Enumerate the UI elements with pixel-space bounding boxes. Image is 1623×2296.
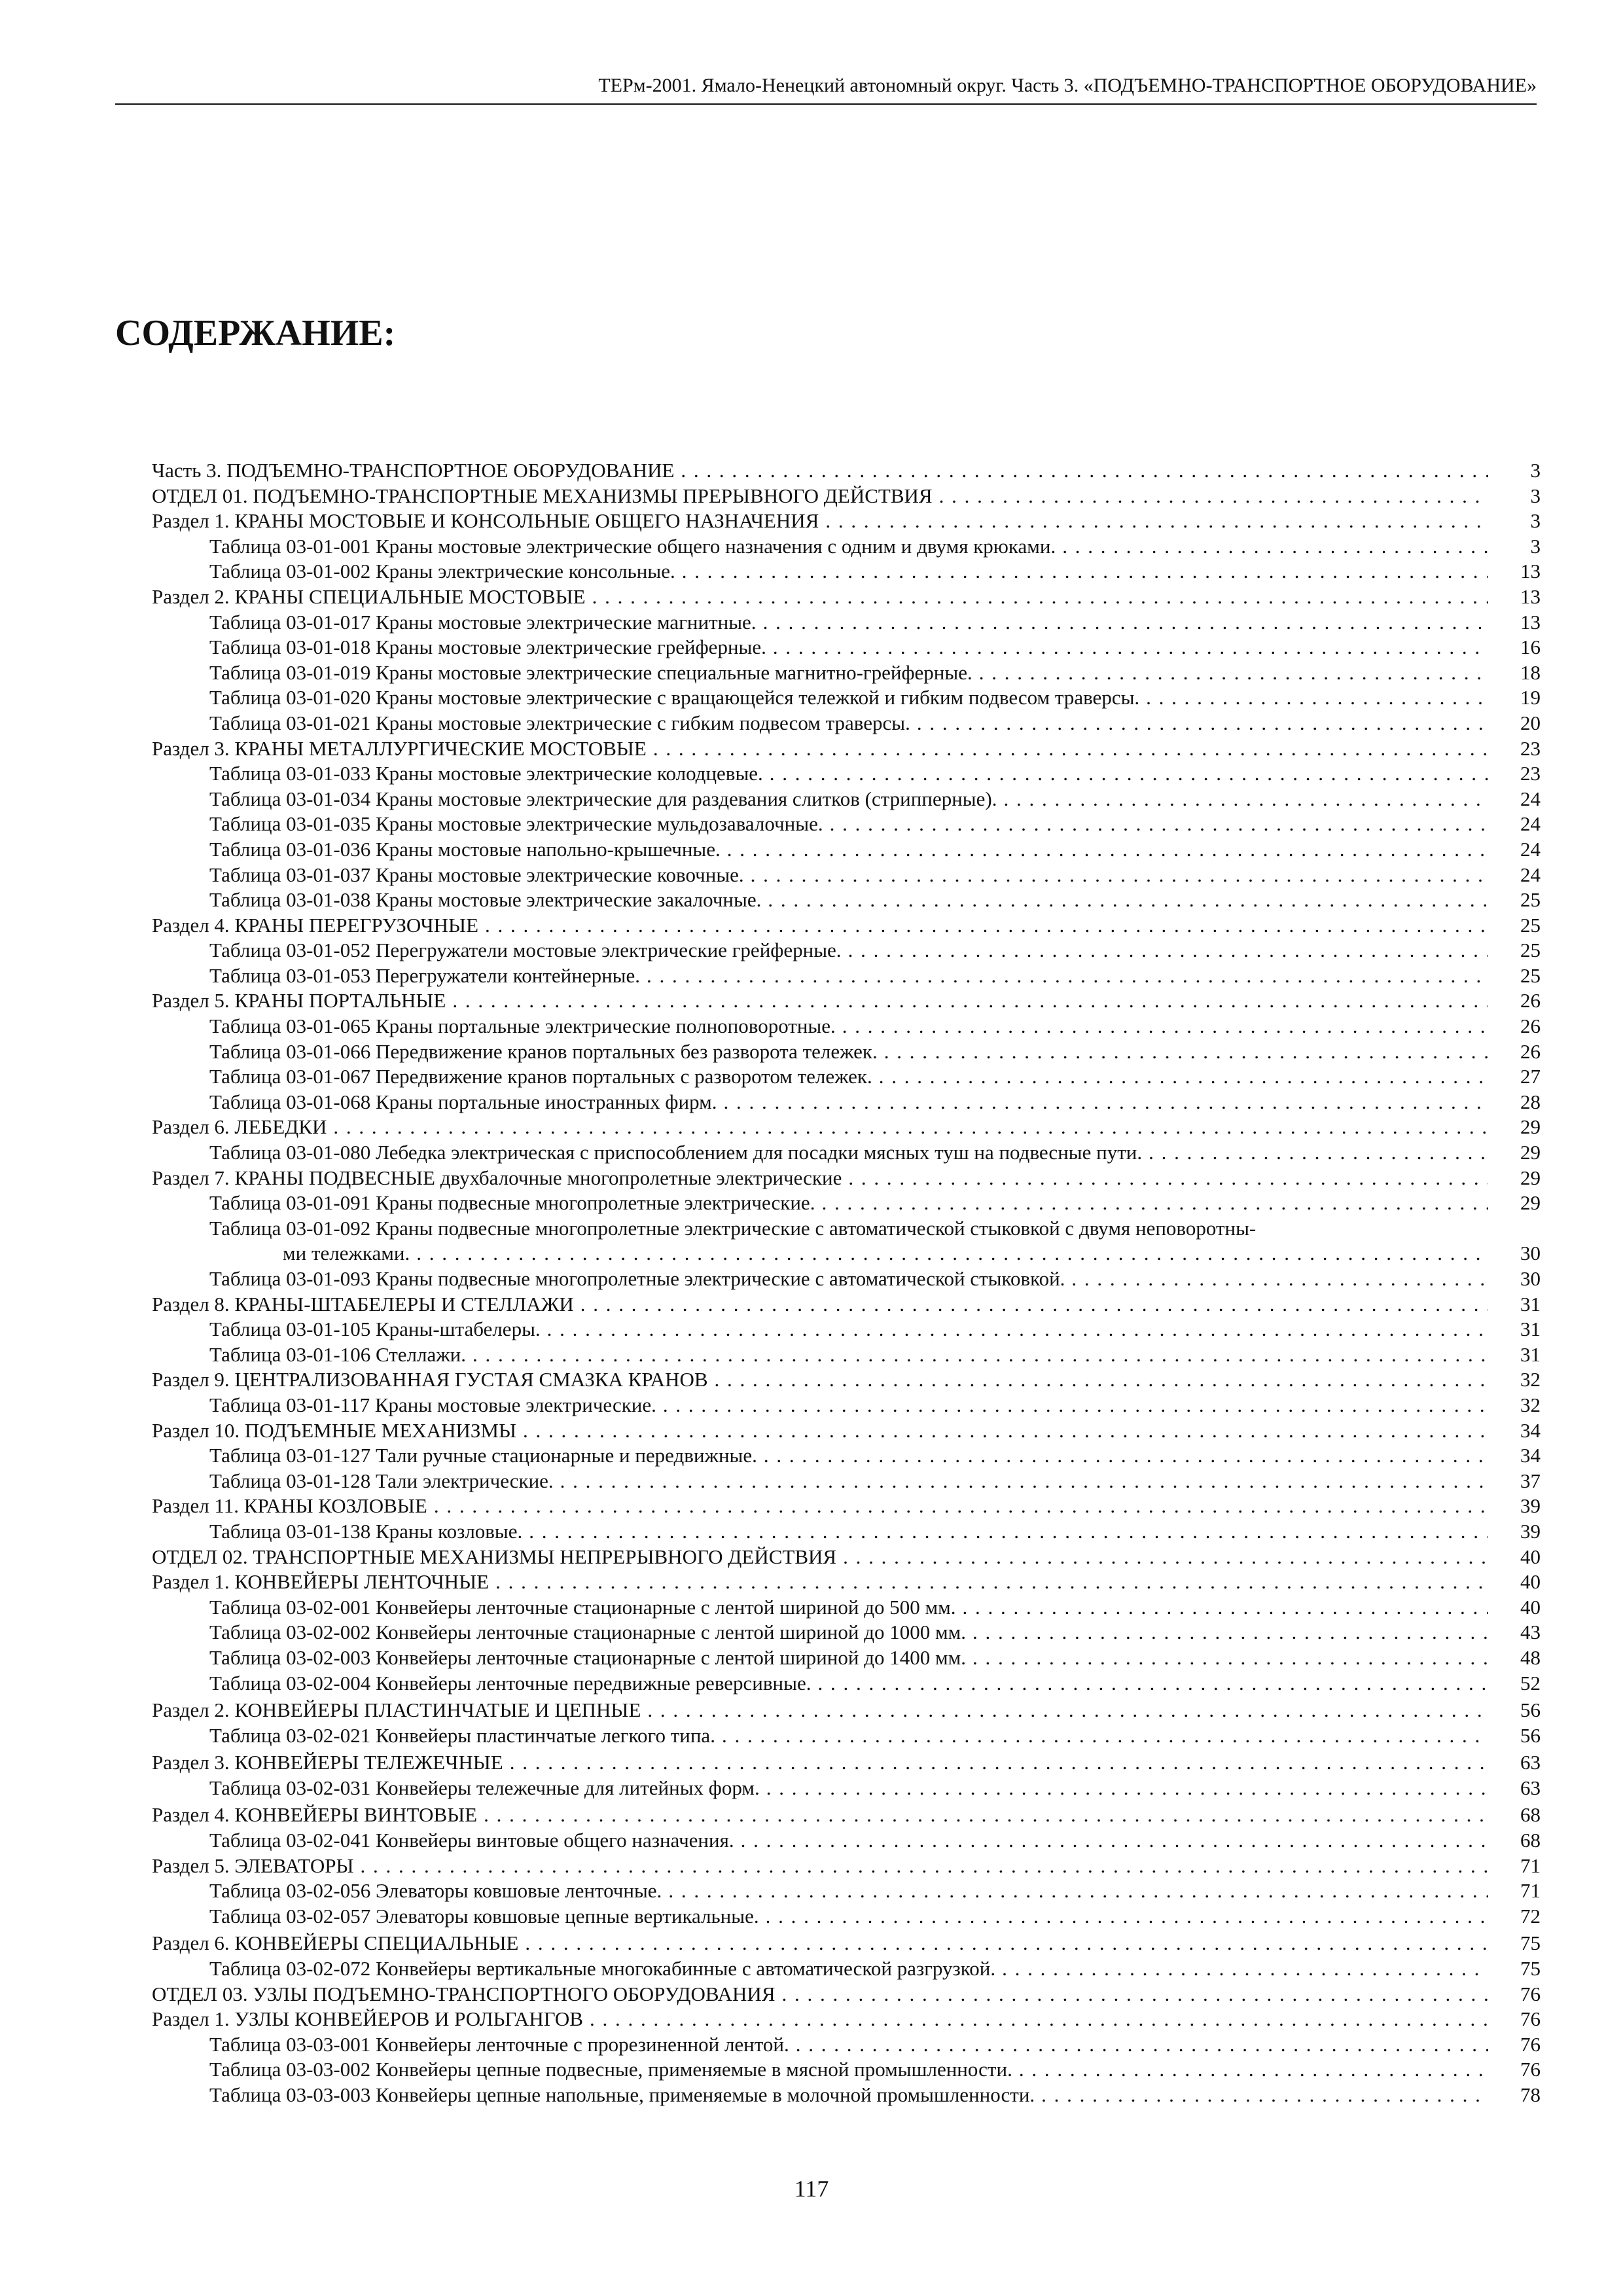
toc-entry-page: 19 bbox=[1520, 686, 1541, 709]
toc-leader-dots bbox=[663, 1393, 1488, 1418]
toc-leader-dots bbox=[495, 1570, 1488, 1595]
toc-entry-label: Таблица 03-02-001 Конвейеры ленточные стационарные с лентой шириной до 500 мм. bbox=[209, 1595, 962, 1621]
toc-entry-page: 39 bbox=[1520, 1494, 1541, 1518]
toc-entry-table[interactable] bbox=[152, 534, 1541, 560]
toc-entry-section[interactable] bbox=[152, 988, 1541, 1014]
toc-entry-table[interactable] bbox=[152, 888, 1541, 913]
toc-entry-label: Таблица 03-01-065 Краны портальные электрические полноповоротные. bbox=[209, 1014, 842, 1039]
toc-leader-dots bbox=[768, 888, 1488, 913]
toc-leader-dots bbox=[879, 1064, 1488, 1090]
toc-entry-table[interactable] bbox=[152, 559, 1541, 584]
toc-entry-label: Таблица 03-01-053 Перегружатели контейнерные. bbox=[209, 963, 647, 989]
toc-leader-dots bbox=[763, 610, 1488, 636]
toc-entry-page: 40 bbox=[1520, 1570, 1541, 1594]
toc-entry-label: Таблица 03-01-080 Лебедка электрическая с приспособлением для посадки мясных туш на подвесные пути. bbox=[209, 1140, 1149, 1166]
toc-leader-dots bbox=[1019, 2057, 1488, 2083]
toc-entry-table[interactable] bbox=[152, 1140, 1541, 1166]
toc-entry-label: Раздел 4. КОНВЕЙЕРЫ ВИНТОВЫЕ bbox=[152, 1803, 484, 1828]
toc-entry-label: Таблица 03-01-105 Краны-штабелеры. bbox=[209, 1317, 547, 1342]
toc-entry-table[interactable] bbox=[152, 1519, 1541, 1545]
toc-entry-page: 32 bbox=[1520, 1368, 1541, 1391]
toc-entry-label: Таблица 03-01-066 Передвижение кранов портальных без разворота тележек. bbox=[209, 1039, 884, 1065]
toc-leader-dots bbox=[485, 913, 1488, 939]
toc-leader-dots bbox=[434, 1494, 1488, 1519]
toc-entry-label: ОТДЕЛ 02. ТРАНСПОРТНЫЕ МЕХАНИЗМЫ НЕПРЕРЫВНОГО ДЕЙСТВИЯ bbox=[152, 1545, 843, 1570]
toc-entry-page: 26 bbox=[1520, 1039, 1541, 1063]
toc-entry-table[interactable] bbox=[152, 2057, 1541, 2083]
toc-entry-section[interactable] bbox=[152, 1166, 1541, 1191]
toc-entry-department[interactable] bbox=[152, 1982, 1541, 2007]
toc-entry-page: 13 bbox=[1520, 560, 1541, 583]
toc-entry-section[interactable] bbox=[152, 1494, 1541, 1519]
toc-leader-dots bbox=[547, 1317, 1488, 1342]
toc-entry-department[interactable] bbox=[152, 484, 1541, 509]
toc-leader-dots bbox=[361, 1854, 1489, 1879]
toc-entry-label: Таблица 03-01-036 Краны мостовые напольно-крышечные. bbox=[209, 837, 727, 863]
table-of-contents bbox=[152, 458, 1541, 2108]
toc-leader-dots bbox=[1146, 685, 1488, 711]
toc-entry-page: 48 bbox=[1520, 1645, 1541, 1669]
toc-leader-dots bbox=[843, 1545, 1488, 1570]
toc-entry-label: Таблица 03-03-001 Конвейеры ленточные с прорезиненной лентой. bbox=[209, 2032, 796, 2058]
toc-entry-page: 72 bbox=[1520, 1904, 1541, 1928]
toc-entry-page: 3 bbox=[1530, 459, 1541, 482]
toc-entry-label: Раздел 7. КРАНЫ ПОДВЕСНЫЕ двухбалочные многопролетные электрические bbox=[152, 1166, 848, 1191]
toc-leader-dots bbox=[848, 938, 1488, 963]
toc-entry-table[interactable] bbox=[152, 1956, 1541, 1982]
toc-entry-page: 25 bbox=[1520, 913, 1541, 937]
toc-entry-section[interactable] bbox=[152, 1698, 1541, 1723]
toc-leader-dots bbox=[452, 988, 1488, 1014]
toc-leader-dots bbox=[523, 1418, 1488, 1444]
toc-leader-dots bbox=[1003, 787, 1488, 812]
toc-leader-dots bbox=[647, 1698, 1488, 1723]
toc-entry-table[interactable] bbox=[152, 812, 1541, 837]
toc-entry-page: 24 bbox=[1520, 812, 1541, 836]
toc-entry-label: Таблица 03-02-021 Конвейеры пластинчатые легкого типа. bbox=[209, 1723, 722, 1749]
toc-entry-page: 76 bbox=[1520, 2058, 1541, 2081]
toc-entry-page: 63 bbox=[1520, 1751, 1541, 1774]
toc-entry-table[interactable] bbox=[152, 2032, 1541, 2058]
toc-entry-label: Таблица 03-01-067 Передвижение кранов портальных с разворотом тележек. bbox=[209, 1064, 879, 1090]
toc-entry-label: ОТДЕЛ 01. ПОДЪЕМНО-ТРАНСПОРТНЫЕ МЕХАНИЗМЫ ПРЕРЫВНОГО ДЕЙСТВИЯ bbox=[152, 484, 939, 509]
toc-entry-page: 3 bbox=[1530, 534, 1541, 558]
toc-leader-dots bbox=[727, 837, 1488, 863]
toc-entry-label: Таблица 03-02-057 Элеваторы ковшовые цепные вертикальные. bbox=[209, 1904, 766, 1929]
toc-entry-page: 20 bbox=[1520, 711, 1541, 734]
toc-entry-label: Таблица 03-02-004 Конвейеры ленточные передвижные реверсивные. bbox=[209, 1671, 817, 1696]
toc-leader-dots bbox=[484, 1803, 1488, 1828]
toc-leader-dots bbox=[525, 1931, 1488, 1956]
toc-entry-page: 43 bbox=[1520, 1621, 1541, 1644]
toc-entry-label-continuation: ми тележками. bbox=[283, 1241, 416, 1266]
toc-entry-page: 39 bbox=[1520, 1519, 1541, 1543]
toc-entry-section[interactable] bbox=[152, 2007, 1541, 2032]
toc-entry-label: Таблица 03-01-035 Краны мостовые электрические мульдозавалочные. bbox=[209, 812, 830, 837]
toc-entry-label: Раздел 4. КРАНЫ ПЕРЕГРУЗОЧНЫЕ bbox=[152, 913, 485, 939]
toc-entry-label: Таблица 03-01-017 Краны мостовые электрические магнитные. bbox=[209, 610, 763, 636]
toc-entry-section[interactable] bbox=[152, 584, 1541, 610]
toc-entry-page: 71 bbox=[1520, 1879, 1541, 1903]
toc-entry-page: 34 bbox=[1520, 1418, 1541, 1442]
toc-entry-table[interactable] bbox=[152, 1878, 1541, 1904]
toc-entry-label: Таблица 03-01-037 Краны мостовые электрические ковочные. bbox=[209, 863, 751, 888]
toc-entry-table[interactable] bbox=[152, 2083, 1541, 2108]
toc-entry-page: 75 bbox=[1520, 1957, 1541, 1981]
toc-entry-label: Таблица 03-02-003 Конвейеры ленточные стационарные с лентой шириной до 1400 мм. bbox=[209, 1645, 972, 1671]
toc-entry-page: 29 bbox=[1520, 1166, 1541, 1189]
toc-leader-dots bbox=[333, 1115, 1488, 1140]
toc-entry-page: 3 bbox=[1530, 509, 1541, 533]
toc-entry-table[interactable] bbox=[152, 787, 1541, 812]
toc-entry-page: 71 bbox=[1520, 1854, 1541, 1877]
toc-leader-dots bbox=[529, 1519, 1488, 1545]
toc-entry-table[interactable] bbox=[152, 1090, 1541, 1115]
toc-leader-dots bbox=[1062, 534, 1488, 560]
toc-entry-table[interactable] bbox=[152, 1776, 1541, 1801]
toc-leader-dots bbox=[972, 1645, 1488, 1671]
toc-entry-page: 34 bbox=[1520, 1444, 1541, 1467]
toc-entry-page: 40 bbox=[1520, 1595, 1541, 1619]
toc-leader-dots bbox=[962, 1595, 1488, 1621]
toc-leader-dots bbox=[770, 761, 1488, 787]
toc-leader-dots bbox=[848, 1166, 1488, 1191]
toc-entry-table[interactable] bbox=[152, 761, 1541, 787]
header-rule bbox=[115, 103, 1537, 105]
toc-entry-table[interactable] bbox=[152, 711, 1541, 736]
toc-leader-dots bbox=[741, 1828, 1488, 1854]
toc-entry-table[interactable] bbox=[152, 1723, 1541, 1749]
toc-entry-label: Таблица 03-01-034 Краны мостовые электрические для раздевания слитков (стрипперные). bbox=[209, 787, 1003, 812]
toc-entry-label: Раздел 3. КОНВЕЙЕРЫ ТЕЛЕЖЕЧНЫЕ bbox=[152, 1750, 510, 1776]
toc-entry-label: ОТДЕЛ 03. УЗЛЫ ПОДЪЕМНО-ТРАНСПОРТНОГО ОБОРУДОВАНИЯ bbox=[152, 1982, 782, 2007]
toc-entry-table[interactable] bbox=[152, 1014, 1541, 1039]
toc-leader-dots bbox=[668, 1878, 1488, 1904]
toc-entry-page: 13 bbox=[1520, 584, 1541, 608]
toc-entry-page: 25 bbox=[1520, 963, 1541, 987]
toc-entry-page: 37 bbox=[1520, 1469, 1541, 1492]
toc-entry-label: Таблица 03-01-033 Краны мостовые электрические колодцевые. bbox=[209, 761, 770, 787]
toc-entry-page: 29 bbox=[1520, 1141, 1541, 1164]
toc-entry-table[interactable] bbox=[152, 1469, 1541, 1494]
toc-leader-dots bbox=[766, 1904, 1488, 1929]
toc-entry-label: Таблица 03-01-021 Краны мостовые электрические с гибким подвесом траверсы. bbox=[209, 711, 917, 736]
toc-entry-table[interactable] bbox=[152, 685, 1541, 711]
toc-entry-page: 76 bbox=[1520, 1982, 1541, 2005]
toc-leader-dots bbox=[715, 1367, 1488, 1393]
toc-entry-page: 31 bbox=[1520, 1292, 1541, 1316]
toc-entry-section[interactable] bbox=[152, 509, 1541, 534]
toc-entry-label: Таблица 03-01-020 Краны мостовые электрические с вращающейся тележкой и гибким подвесом траверсы. bbox=[209, 685, 1146, 711]
toc-entry-table[interactable] bbox=[152, 1266, 1541, 1292]
toc-entry-label: Таблица 03-03-002 Конвейеры цепные подвесные, применяемые в мясной промышленности. bbox=[209, 2057, 1019, 2083]
toc-leader-dots bbox=[979, 660, 1488, 686]
toc-entry-section[interactable] bbox=[152, 1292, 1541, 1318]
toc-entry-page: 27 bbox=[1520, 1065, 1541, 1088]
toc-entry-label: Раздел 1. КОНВЕЙЕРЫ ЛЕНТОЧНЫЕ bbox=[152, 1570, 495, 1595]
toc-entry-page: 32 bbox=[1520, 1393, 1541, 1416]
toc-entry-label: Таблица 03-03-003 Конвейеры цепные напольные, применяемые в молочной промышленности. bbox=[209, 2083, 1041, 2108]
toc-entry-label: Таблица 03-01-117 Краны мостовые электрические. bbox=[209, 1393, 663, 1418]
toc-entry-section[interactable] bbox=[152, 1418, 1541, 1444]
toc-entry-page: 3 bbox=[1530, 484, 1541, 507]
toc-leader-dots bbox=[560, 1469, 1488, 1494]
toc-entry-section[interactable] bbox=[152, 913, 1541, 939]
toc-entry-part[interactable] bbox=[152, 458, 1541, 484]
toc-entry-table[interactable] bbox=[152, 1317, 1541, 1342]
toc-entry-label: Раздел 2. КОНВЕЙЕРЫ ПЛАСТИНЧАТЫЕ И ЦЕПНЫЕ bbox=[152, 1698, 647, 1723]
toc-entry-table[interactable] bbox=[152, 1216, 1541, 1266]
toc-entry-page: 23 bbox=[1520, 762, 1541, 785]
toc-leader-dots bbox=[825, 509, 1488, 534]
toc-leader-dots bbox=[416, 1241, 1488, 1266]
toc-entry-page: 23 bbox=[1520, 736, 1541, 760]
toc-entry-section[interactable] bbox=[152, 1803, 1541, 1828]
toc-entry-table[interactable] bbox=[152, 1671, 1541, 1696]
toc-entry-table[interactable] bbox=[152, 1039, 1541, 1065]
toc-leader-dots bbox=[884, 1039, 1488, 1065]
toc-entry-page: 29 bbox=[1520, 1191, 1541, 1215]
toc-entry-department[interactable] bbox=[152, 1545, 1541, 1570]
toc-entry-table[interactable] bbox=[152, 1393, 1541, 1418]
toc-entry-page: 24 bbox=[1520, 863, 1541, 886]
toc-leader-dots bbox=[681, 458, 1488, 484]
toc-leader-dots bbox=[1002, 1956, 1488, 1982]
toc-entry-page: 18 bbox=[1520, 660, 1541, 684]
toc-leader-dots bbox=[939, 484, 1488, 509]
toc-entry-page: 76 bbox=[1520, 2032, 1541, 2056]
toc-entry-table[interactable] bbox=[152, 610, 1541, 636]
toc-entry-label: Таблица 03-01-018 Краны мостовые электрические грейферные. bbox=[209, 635, 773, 660]
toc-entry-page: 56 bbox=[1520, 1723, 1541, 1747]
toc-entry-label: Раздел 6. КОНВЕЙЕРЫ СПЕЦИАЛЬНЫЕ bbox=[152, 1931, 525, 1956]
toc-entry-label: Раздел 1. УЗЛЫ КОНВЕЙЕРОВ И РОЛЬГАНГОВ bbox=[152, 2007, 590, 2032]
toc-entry-label: Раздел 3. КРАНЫ МЕТАЛЛУРГИЧЕСКИЕ МОСТОВЫЕ bbox=[152, 736, 653, 762]
toc-entry-table[interactable] bbox=[152, 1342, 1541, 1368]
toc-entry-page: 52 bbox=[1520, 1671, 1541, 1695]
toc-entry-label: Раздел 5. КРАНЫ ПОРТАЛЬНЫЕ bbox=[152, 988, 452, 1014]
toc-leader-dots bbox=[842, 1014, 1488, 1039]
toc-entry-label: Таблица 03-02-031 Конвейеры тележечные для литейных форм. bbox=[209, 1776, 766, 1801]
toc-entry-label: Раздел 8. КРАНЫ-ШТАБЕЛЕРЫ И СТЕЛЛАЖИ bbox=[152, 1292, 580, 1318]
toc-leader-dots bbox=[782, 1982, 1489, 2007]
toc-leader-dots bbox=[830, 812, 1488, 837]
toc-entry-table[interactable] bbox=[152, 635, 1541, 660]
toc-entry-section[interactable] bbox=[152, 1367, 1541, 1393]
toc-leader-dots bbox=[682, 559, 1488, 584]
toc-entry-page: 31 bbox=[1520, 1318, 1541, 1341]
toc-entry-page: 78 bbox=[1520, 2083, 1541, 2106]
toc-entry-label: Таблица 03-01-002 Краны электрические консольные. bbox=[209, 559, 682, 584]
toc-entry-section[interactable] bbox=[152, 1854, 1541, 1879]
toc-entry-section[interactable] bbox=[152, 736, 1541, 762]
toc-entry-table[interactable] bbox=[152, 1828, 1541, 1854]
toc-leader-dots bbox=[764, 1443, 1488, 1469]
toc-entry-label: Раздел 1. КРАНЫ МОСТОВЫЕ И КОНСОЛЬНЫЕ ОБЩЕГО НАЗНАЧЕНИЯ bbox=[152, 509, 825, 534]
toc-leader-dots bbox=[580, 1292, 1488, 1318]
toc-entry-page: 13 bbox=[1520, 610, 1541, 634]
toc-entry-label: Таблица 03-01-091 Краны подвесные многопролетные электрические. bbox=[209, 1191, 821, 1216]
toc-entry-page: 68 bbox=[1520, 1803, 1541, 1827]
toc-leader-dots bbox=[510, 1750, 1488, 1776]
toc-entry-page: 75 bbox=[1520, 1931, 1541, 1955]
toc-entry-label: Таблица 03-01-068 Краны портальные иностранных фирм. bbox=[209, 1090, 723, 1115]
toc-entry-label: Таблица 03-01-106 Стеллажи. bbox=[209, 1342, 473, 1368]
toc-entry-label: Таблица 03-01-001 Краны мостовые электрические общего назначения с одним и двумя крюками. bbox=[209, 534, 1062, 560]
toc-entry-label: Таблица 03-02-072 Конвейеры вертикальные многокабинные с автоматической разгрузкой. bbox=[209, 1956, 1002, 1982]
toc-entry-label: Раздел 5. ЭЛЕВАТОРЫ bbox=[152, 1854, 361, 1879]
toc-entry-page: 28 bbox=[1520, 1090, 1541, 1113]
toc-entry-table[interactable] bbox=[152, 1191, 1541, 1216]
toc-leader-dots bbox=[473, 1342, 1488, 1368]
toc-leader-dots bbox=[1071, 1266, 1488, 1292]
toc-entry-label: Таблица 03-02-002 Конвейеры ленточные стационарные с лентой шириной до 1000 мм. bbox=[209, 1620, 972, 1645]
toc-entry-table[interactable] bbox=[152, 963, 1541, 989]
toc-leader-dots bbox=[592, 584, 1488, 610]
toc-entry-label: Таблица 03-01-019 Краны мостовые электрические специальные магнитно-грейферные. bbox=[209, 660, 979, 686]
toc-entry-table[interactable] bbox=[152, 1595, 1541, 1621]
toc-leader-dots bbox=[766, 1776, 1488, 1801]
toc-entry-page: 40 bbox=[1520, 1545, 1541, 1568]
toc-entry-table[interactable] bbox=[152, 1904, 1541, 1929]
toc-entry-page: 26 bbox=[1520, 1014, 1541, 1038]
toc-entry-table[interactable] bbox=[152, 1443, 1541, 1469]
toc-entry-page: 56 bbox=[1520, 1698, 1541, 1722]
toc-entry-label: Таблица 03-02-041 Конвейеры винтовые общего назначения. bbox=[209, 1828, 741, 1854]
toc-entry-label: Таблица 03-01-052 Перегружатели мостовые электрические грейферные. bbox=[209, 938, 848, 963]
toc-entry-page: 25 bbox=[1520, 939, 1541, 962]
toc-entry-page: 63 bbox=[1520, 1776, 1541, 1799]
toc-entry-page: 29 bbox=[1520, 1115, 1541, 1139]
toc-entry-page: 76 bbox=[1520, 2007, 1541, 2031]
toc-entry-label: Раздел 2. КРАНЫ СПЕЦИАЛЬНЫЕ МОСТОВЫЕ bbox=[152, 584, 592, 610]
toc-leader-dots bbox=[917, 711, 1488, 736]
toc-entry-table[interactable] bbox=[152, 1064, 1541, 1090]
toc-entry-table[interactable] bbox=[152, 660, 1541, 686]
toc-entry-section[interactable] bbox=[152, 1570, 1541, 1595]
toc-entry-label: Таблица 03-01-038 Краны мостовые электрические закалочные. bbox=[209, 888, 768, 913]
toc-entry-page: 26 bbox=[1520, 989, 1541, 1013]
page-number: 117 bbox=[794, 2176, 829, 2202]
toc-leader-dots bbox=[722, 1723, 1488, 1749]
toc-leader-dots bbox=[796, 2032, 1488, 2058]
toc-leader-dots bbox=[821, 1191, 1488, 1216]
toc-entry-label: Таблица 03-01-138 Краны козловые. bbox=[209, 1519, 529, 1545]
toc-entry-label: Раздел 10. ПОДЪЕМНЫЕ МЕХАНИЗМЫ bbox=[152, 1418, 523, 1444]
toc-entry-table[interactable] bbox=[152, 938, 1541, 963]
toc-leader-dots bbox=[1041, 2083, 1488, 2108]
toc-entry-page: 24 bbox=[1520, 837, 1541, 861]
toc-entry-label: Раздел 6. ЛЕБЕДКИ bbox=[152, 1115, 333, 1140]
page-title: СОДЕРЖАНИЕ: bbox=[115, 313, 396, 353]
toc-leader-dots bbox=[723, 1090, 1488, 1115]
toc-leader-dots bbox=[590, 2007, 1488, 2032]
toc-entry-label: Раздел 11. КРАНЫ КОЗЛОВЫЕ bbox=[152, 1494, 434, 1519]
toc-entry-page: 25 bbox=[1520, 888, 1541, 912]
toc-entry-label: Таблица 03-01-093 Краны подвесные многопролетные электрические с автоматической стыковкой. bbox=[209, 1266, 1071, 1292]
toc-leader-dots bbox=[1149, 1140, 1488, 1166]
toc-entry-label: Таблица 03-01-127 Тали ручные стационарные и передвижные. bbox=[209, 1443, 764, 1469]
toc-entry-section[interactable] bbox=[152, 1115, 1541, 1140]
toc-entry-page: 68 bbox=[1520, 1829, 1541, 1852]
toc-leader-dots bbox=[773, 635, 1488, 660]
toc-entry-page: 30 bbox=[1520, 1242, 1541, 1265]
toc-entry-page: 30 bbox=[1520, 1267, 1541, 1290]
toc-entry-page: 31 bbox=[1520, 1342, 1541, 1366]
toc-entry-label: Раздел 9. ЦЕНТРАЛИЗОВАННАЯ ГУСТАЯ СМАЗКА КРАНОВ bbox=[152, 1367, 715, 1393]
toc-leader-dots bbox=[817, 1671, 1488, 1696]
toc-entry-section[interactable] bbox=[152, 1750, 1541, 1776]
toc-entry-table[interactable] bbox=[152, 1620, 1541, 1645]
toc-entry-table[interactable] bbox=[152, 863, 1541, 888]
toc-entry-label: Часть 3. ПОДЪЕМНО-ТРАНСПОРТНОЕ ОБОРУДОВАНИЕ bbox=[152, 458, 681, 484]
toc-entry-table[interactable] bbox=[152, 837, 1541, 863]
running-header: ТЕРм-2001. Ямало-Ненецкий автономный округ. Часть 3. «ПОДЪЕМНО-ТРАНСПОРТНОЕ ОБОРУДОВАНИЕ» bbox=[598, 75, 1537, 96]
toc-entry-label: Таблица 03-02-056 Элеваторы ковшовые ленточные. bbox=[209, 1878, 668, 1904]
toc-leader-dots bbox=[653, 736, 1488, 762]
toc-entry-page: 16 bbox=[1520, 636, 1541, 659]
toc-leader-dots bbox=[972, 1620, 1488, 1645]
toc-entry-page: 24 bbox=[1520, 787, 1541, 810]
toc-entry-table[interactable] bbox=[152, 1645, 1541, 1671]
toc-entry-section[interactable] bbox=[152, 1931, 1541, 1956]
toc-leader-dots bbox=[751, 863, 1488, 888]
toc-entry-label: Таблица 03-01-092 Краны подвесные многопролетные электрические с автоматической стыковкой с двумя неповоротны- bbox=[209, 1216, 1257, 1240]
toc-leader-dots bbox=[647, 963, 1488, 989]
toc-entry-label: Таблица 03-01-128 Тали электрические. bbox=[209, 1469, 560, 1494]
